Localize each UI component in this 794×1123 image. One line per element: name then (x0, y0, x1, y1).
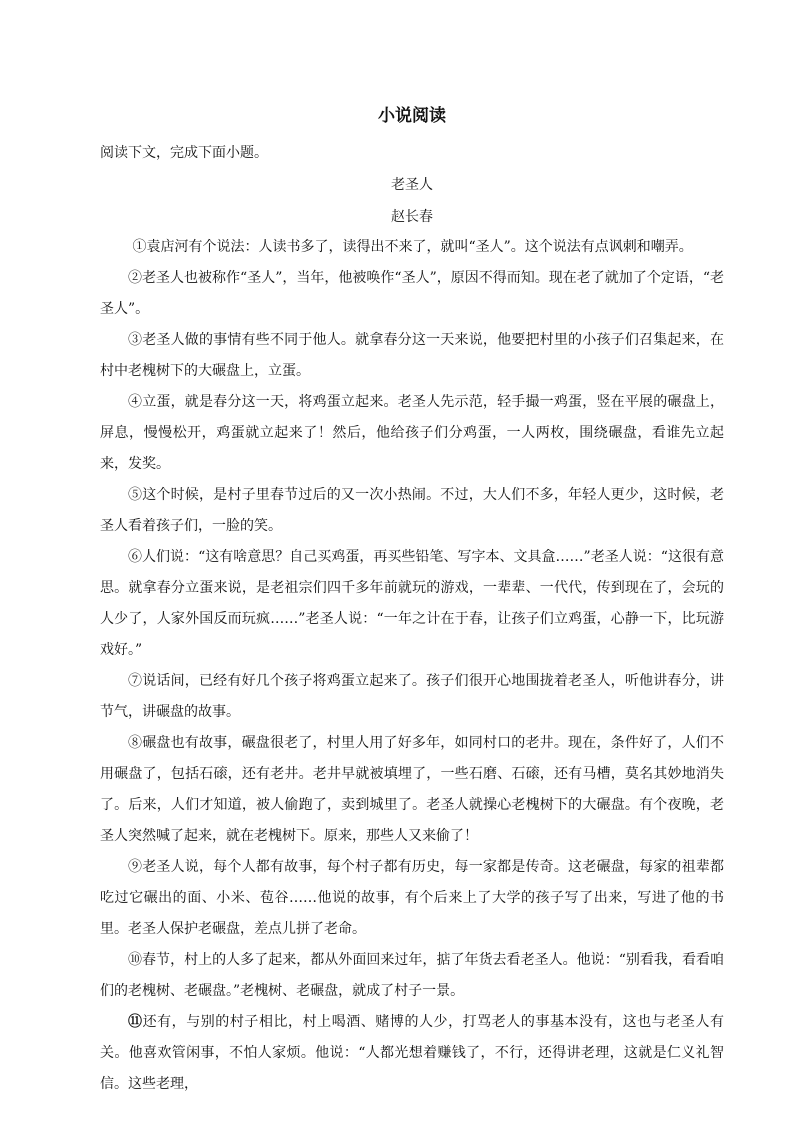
story-paragraph (100, 852, 724, 945)
paragraph-text: 碾盘也有故事，碾盘很老了，村里人用了好多年，如同村口的老井。现在，条件好了，人们不用碾盘了，包括石磙，还有老井。老井早就被填埋了，一些石磨、石磙，还有马槽，莫名其妙地消失了。后来，人们才知道，被人偷跑了，卖到城里了。老圣人就操心老槐树下的大碾盘。有个夜晚，老圣人突然喊了起来，就在老槐树下。原来，那些人又来偷了！ (100, 735, 725, 844)
story-author: 赵长春 (391, 209, 433, 225)
paragraph-number: ② (128, 270, 143, 286)
paragraph-number: ⑧ (128, 735, 143, 751)
paragraph-number: ⑦ (128, 673, 143, 689)
paragraph-text: 立蛋，就是春分这一天，将鸡蛋立起来。老圣人先示范，轻手撮一鸡蛋，竖在平展的碾盘上，屏息，慢慢松开，鸡蛋就立起来了！然后，他给孩子们分鸡蛋，一人两枚，围绕碾盘，看谁先立起来，发奖。 (100, 394, 725, 472)
paragraph-number: ⑪ (128, 1014, 143, 1030)
story-title: 老圣人 (391, 177, 433, 193)
story-paragraph (100, 666, 724, 728)
page-title: 小说阅读 (378, 106, 446, 126)
story-paragraph (100, 945, 724, 1007)
paragraph-number: ④ (128, 394, 143, 410)
paragraph-number: ⑨ (128, 859, 143, 875)
story-paragraph (100, 263, 724, 325)
story-paragraph (100, 728, 724, 852)
story-paragraph (100, 542, 724, 666)
story-paragraph (100, 1007, 724, 1100)
paragraph-text: 春节，村上的人多了起来，都从外面回来过年，掂了年货去看老圣人。他说：“别看我，看看咱们的老槐树、老碾盘。”老槐树、老碾盘，就成了村子一景。 (100, 952, 725, 999)
paragraph-text: 老圣人做的事情有些不同于他人。就拿春分这一天来说，他要把村里的小孩子们召集起来，在村中老槐树下的大碾盘上，立蛋。 (100, 332, 725, 379)
paragraph-number: ⑥ (128, 549, 143, 565)
story-body (100, 232, 724, 1100)
instruction-text: 阅读下文，完成下面小题。 (100, 145, 268, 161)
paragraph-number: ① (132, 239, 147, 255)
paragraph-number: ⑤ (128, 487, 143, 503)
paragraph-text: 人们说：“这有啥意思？自己买鸡蛋，再买些铅笔、写字本、文具盒……”老圣人说：“这很有意思。就拿春分立蛋来说，是老祖宗们四千多年前就玩的游戏，一辈辈、一代代，传到现在了，会玩的人少了，人家外国反而玩疯……”老圣人说：“一年之计在于春，让孩子们立鸡蛋，心静一下，比玩游戏好。” (100, 549, 724, 658)
paragraph-text: 老圣人说，每个人都有故事，每个村子都有历史，每一家都是传奇。这老碾盘，每家的祖辈都吃过它碾出的面、小米、苞谷……他说的故事，有个后来上了大学的孩子写了出来，写进了他的书里。老圣人保护老碾盘，差点儿拼了老命。 (100, 859, 725, 937)
paragraph-text: 还有，与别的村子相比，村上喝酒、赌博的人少，打骂老人的事基本没有，这也与老圣人有关。他喜欢管闲事，不怕人家烦。他说：“人都光想着赚钱了，不行，还得讲老理，这就是仁义礼智信。这些老理， (100, 1014, 725, 1092)
paragraph-text: 袁店河有个说法：人读书多了，读得出不来了，就叫“圣人”。这个说法有点讽刺和嘲弄。 (146, 239, 693, 255)
paragraph-text: 说话间，已经有好几个孩子将鸡蛋立起来了。孩子们很开心地围拢着老圣人，听他讲春分，讲节气，讲碾盘的故事。 (100, 673, 725, 720)
story-paragraph (100, 232, 724, 263)
document-content (100, 103, 724, 1100)
story-paragraph (100, 387, 724, 480)
paragraph-text: 这个时候，是村子里春节过后的又一次小热闹。不过，大人们不多，年轻人更少，这时候，老圣人看着孩子们，一脸的笑。 (100, 487, 725, 534)
story-paragraph (100, 480, 724, 542)
paragraph-number: ⑩ (128, 952, 143, 968)
paragraph-number: ③ (128, 332, 143, 348)
story-paragraph (100, 325, 724, 387)
paragraph-text: 老圣人也被称作“圣人”，当年，他被唤作“圣人”，原因不得而知。现在老了就加了个定语，“老圣人”。 (100, 270, 724, 317)
